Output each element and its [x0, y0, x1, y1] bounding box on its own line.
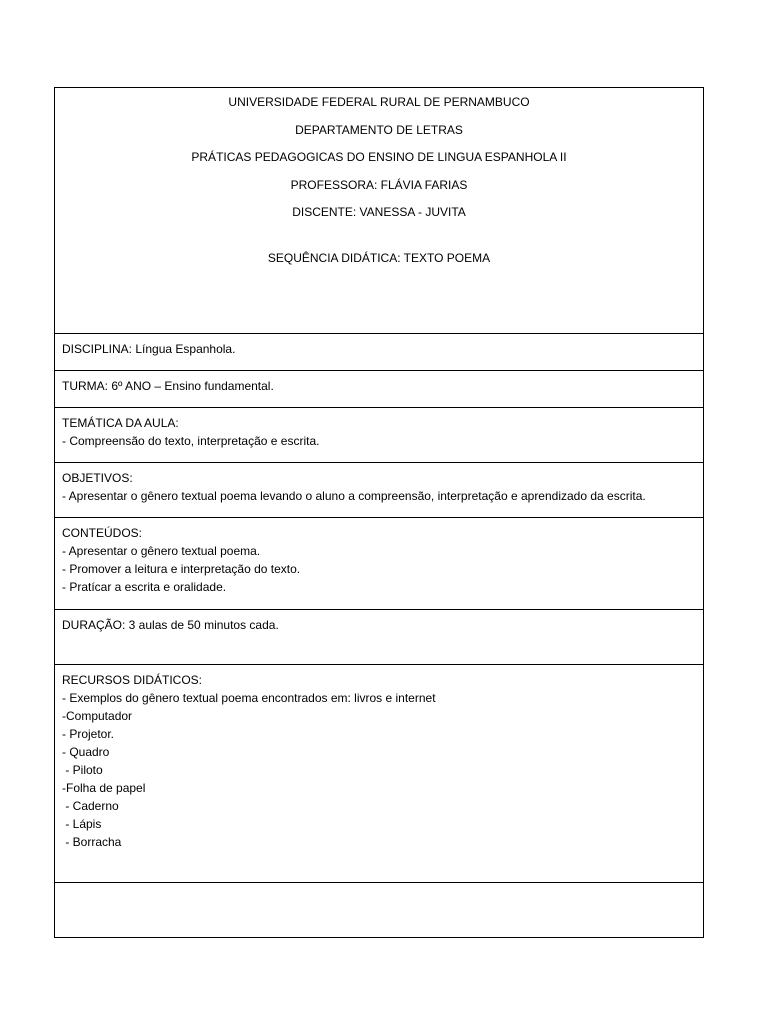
- students-names: DISCENTE: VANESSA - JUVITA: [292, 205, 466, 219]
- recursos-line: -Folha de papel: [62, 781, 146, 795]
- recursos-line: - Caderno: [62, 799, 119, 813]
- professor-name: PROFESSORA: FLÁVIA FARIAS: [290, 177, 468, 192]
- recursos-line: -Computador: [62, 709, 133, 723]
- recursos-line: - Lápis: [62, 817, 102, 831]
- tematica-title: TEMÁTICA DA AULA:: [62, 416, 179, 430]
- conteudos-line: - Pratícar a escrita e oralidade.: [62, 580, 227, 594]
- recursos-line: - Quadro: [62, 745, 110, 759]
- disciplina-text: DISCIPLINA: Língua Espanhola.: [62, 342, 236, 356]
- turma-row: [55, 370, 703, 407]
- conteudos-line: - Promover a leitura e interpretação do texto.: [62, 562, 301, 576]
- conteudos-row: [55, 517, 703, 609]
- disciplina-row: [55, 333, 703, 370]
- turma-text: TURMA: 6º ANO – Ensino fundamental.: [62, 379, 274, 393]
- lesson-plan-table: [54, 87, 704, 938]
- recursos-line: - Piloto: [62, 763, 103, 777]
- course-name: PRÁTICAS PEDAGOGICAS DO ENSINO DE LINGUA ESPANHOLA II: [191, 150, 567, 164]
- objetivos-row: [55, 462, 703, 517]
- recursos-line: - Borracha: [62, 835, 122, 849]
- duracao-row: [55, 609, 703, 664]
- recursos-row: [55, 664, 703, 882]
- university-name: UNIVERSIDADE FEDERAL RURAL DE PERNAMBUCO: [228, 95, 530, 109]
- conteudos-line: - Apresentar o gênero textual poema.: [62, 544, 261, 558]
- recursos-line: - Projetor.: [62, 727, 115, 741]
- tematica-line: - Compreensão do texto, interpretação e escrita.: [62, 434, 320, 448]
- objetivos-title: OBJETIVOS:: [62, 471, 133, 485]
- recursos-title: RECURSOS DIDÁTICOS:: [62, 673, 203, 687]
- tematica-row: [55, 407, 703, 462]
- recursos-line: - Exemplos do gênero textual poema encontrados em: livros e internet: [62, 691, 436, 705]
- sequence-title: SEQUÊNCIA DIDÁTICA: TEXTO POEMA: [267, 251, 491, 265]
- conteudos-title: CONTEÚDOS:: [62, 526, 143, 540]
- department-name: DEPARTAMENTO DE LETRAS: [295, 122, 463, 137]
- duracao-text: DURAÇÃO: 3 aulas de 50 minutos cada.: [62, 618, 279, 632]
- objetivos-line: - Apresentar o gênero textual poema levando o aluno a compreensão, interpretação e aprendizado da escrita.: [62, 489, 646, 503]
- empty-row: [55, 882, 703, 937]
- header-section: [55, 88, 703, 333]
